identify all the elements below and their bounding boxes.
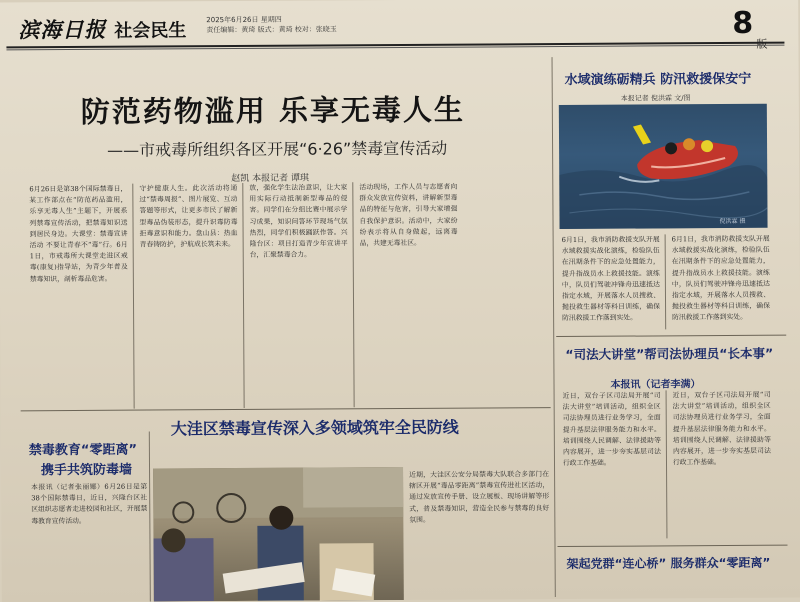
left-story-title-2: 携手共筑防毒墙 xyxy=(40,462,133,479)
water-rescue-body-2 xyxy=(672,234,771,333)
left-story-title-1: 禁毒教育“零距离” xyxy=(28,442,138,459)
column-divider xyxy=(352,182,354,407)
water-rescue-body-1 xyxy=(562,234,661,333)
lead-column-3 xyxy=(249,182,348,411)
water-rescue-text: 6月1日，我市消防救援支队开展水域救援实战化演练，检验队伍在汛期条件下的应急处置能力，提升指战员水上救援技能。演练中，队员们驾驶冲锋舟迅速抵达指定水域，开展落水人员搜救、抛投救生器材等科目训练，确保防汛救援工作落到实处。 xyxy=(561,235,661,323)
column-divider xyxy=(149,432,151,602)
lead-column-text: 放，强化学生法治意识，让大家用实际行动抵制新型毒品的侵害。同学们在分组比赛中展示学习成果，知识问答环节现场气氛热烈，同学们积极踊跃作答。兴隆台区：项目打造青少年宣讲平台，汇聚禁毒合力。 xyxy=(249,183,348,260)
left-bottom-body xyxy=(31,482,148,602)
lead-subhead: ——市戒毒所组织各区开展“6·26”禁毒宣传活动 xyxy=(107,138,448,160)
masthead-meta xyxy=(206,14,337,35)
rescue-boat-illustration xyxy=(559,104,768,229)
column-divider xyxy=(666,390,668,538)
lead-column-text: 活动现场，工作人员与志愿者向群众发放宣传资料，讲解新型毒品的特征与危害，引导大家增强自我保护意识。活动中，大家纷纷表示将从自身做起，远离毒品，共建无毒社区。 xyxy=(359,182,458,248)
bottom-story-text: 近期，大洼区公安分局禁毒大队联合多部门在辖区开展“毒品零距离”禁毒宣传进社区活动，通过发放宣传手册、设立展板、现场讲解等形式，普及禁毒知识，营造全民参与禁毒的良好氛围。 xyxy=(409,470,550,524)
story-divider xyxy=(558,545,788,547)
lead-column-4 xyxy=(359,182,458,411)
water-rescue-reporter: 本报记者 倪洪霖 文/图 xyxy=(620,94,691,103)
masthead xyxy=(6,5,786,45)
lead-byline: 赵凯 本报记者 谭琪 xyxy=(231,173,310,185)
left-bottom-text: 本报讯（记者张丽娜）6月26日是第38个国际禁毒日，近日，兴隆台区社区组织志愿者走进校园和社区，开展禁毒教育宣传活动。 xyxy=(31,482,148,525)
water-rescue-text: 6月1日，我市消防救援支队开展水域救援实战化演练，检验队伍在汛期条件下的应急处置能力，提升指战员水上救援技能。演练中，队员们驾驶冲锋舟迅速抵达指定水域，开展落水人员搜救、抛投救生器材等科目训练，确保防汛救援工作落到实处。 xyxy=(671,234,771,322)
section-divider xyxy=(552,57,556,597)
law-body-2 xyxy=(673,390,772,541)
newspaper-logo: 滨海日报 xyxy=(18,16,107,43)
story-divider xyxy=(556,335,786,337)
water-rescue-title: 水域演练砺精兵 防汛救援保安宁 xyxy=(564,71,752,88)
law-text: 近日，双台子区司法局开展“司法大讲堂”培训活动，组织全区司法协理员进行业务学习，全面提升基层法律服务能力和水平。培训围绕人民调解、法律援助等内容展开，进一步夯实基层司法行政工作基础。 xyxy=(562,391,661,468)
photo-credit: 倪洪霖 摄 xyxy=(719,217,746,226)
street-campaign-illustration xyxy=(153,467,404,602)
editor-credits: 责任编辑：黄琦 版式：黄琦 校对：张晓玉 xyxy=(206,25,337,35)
lead-column-1 xyxy=(29,184,128,413)
section-title: 社会民生 xyxy=(114,20,187,42)
page-number: 8 xyxy=(732,5,754,41)
bottom-story-title: 大洼区禁毒宣传深入多领域筑牢全民防线 xyxy=(170,417,459,439)
law-body-1 xyxy=(563,390,662,541)
law-lecture-dateline: 本报讯（记者李满） xyxy=(610,379,701,391)
law-lecture-title: “司法大讲堂”帮司法协理员“长本事” xyxy=(565,345,774,362)
lead-column-2 xyxy=(139,183,238,412)
bottom-story-body xyxy=(409,469,550,600)
column-divider xyxy=(242,183,244,408)
column-divider xyxy=(665,234,667,329)
street-campaign-photo xyxy=(153,467,404,602)
rescue-boat-photo xyxy=(559,104,768,229)
lead-headline: 防范药物滥用 乐享无毒人生 xyxy=(80,92,466,129)
issue-date: 2025年6月26日 星期四 xyxy=(206,15,282,25)
column-divider xyxy=(132,184,134,409)
lead-column-text: 守护健康人生。此次活动将通过“禁毒周报”、图片展览、互动答题等形式，让更多市民了解新型毒品伪装形态，提升识毒防毒拒毒意识和能力。盘山县：热血青春铸防护，护航成长筑未来。 xyxy=(139,183,238,249)
bridge-story-title: 架起党群“连心桥” 服务群众“零距离” xyxy=(566,555,771,571)
lead-column-text: 6月26日是第38个国际禁毒日，某工作部点在“防范药品滥用，乐享无毒人生”主题下，开展系列禁毒宣传活动，把禁毒知识送到居民身边。大课堂：禁毒宣讲活动 不要让青春不“毒”行。6月1日，市戒毒所大课堂走进区戒毒(康复)指导站，为青少年普及禁毒知识，剖析毒品危害。 xyxy=(29,184,128,283)
law-text: 近日，双台子区司法局开展“司法大讲堂”培训活动，组织全区司法协理员进行业务学习，全面提升基层法律服务能力和水平。培训围绕人民调解、法律援助等内容展开，进一步夯实基层司法行政工作基础。 xyxy=(672,390,771,467)
